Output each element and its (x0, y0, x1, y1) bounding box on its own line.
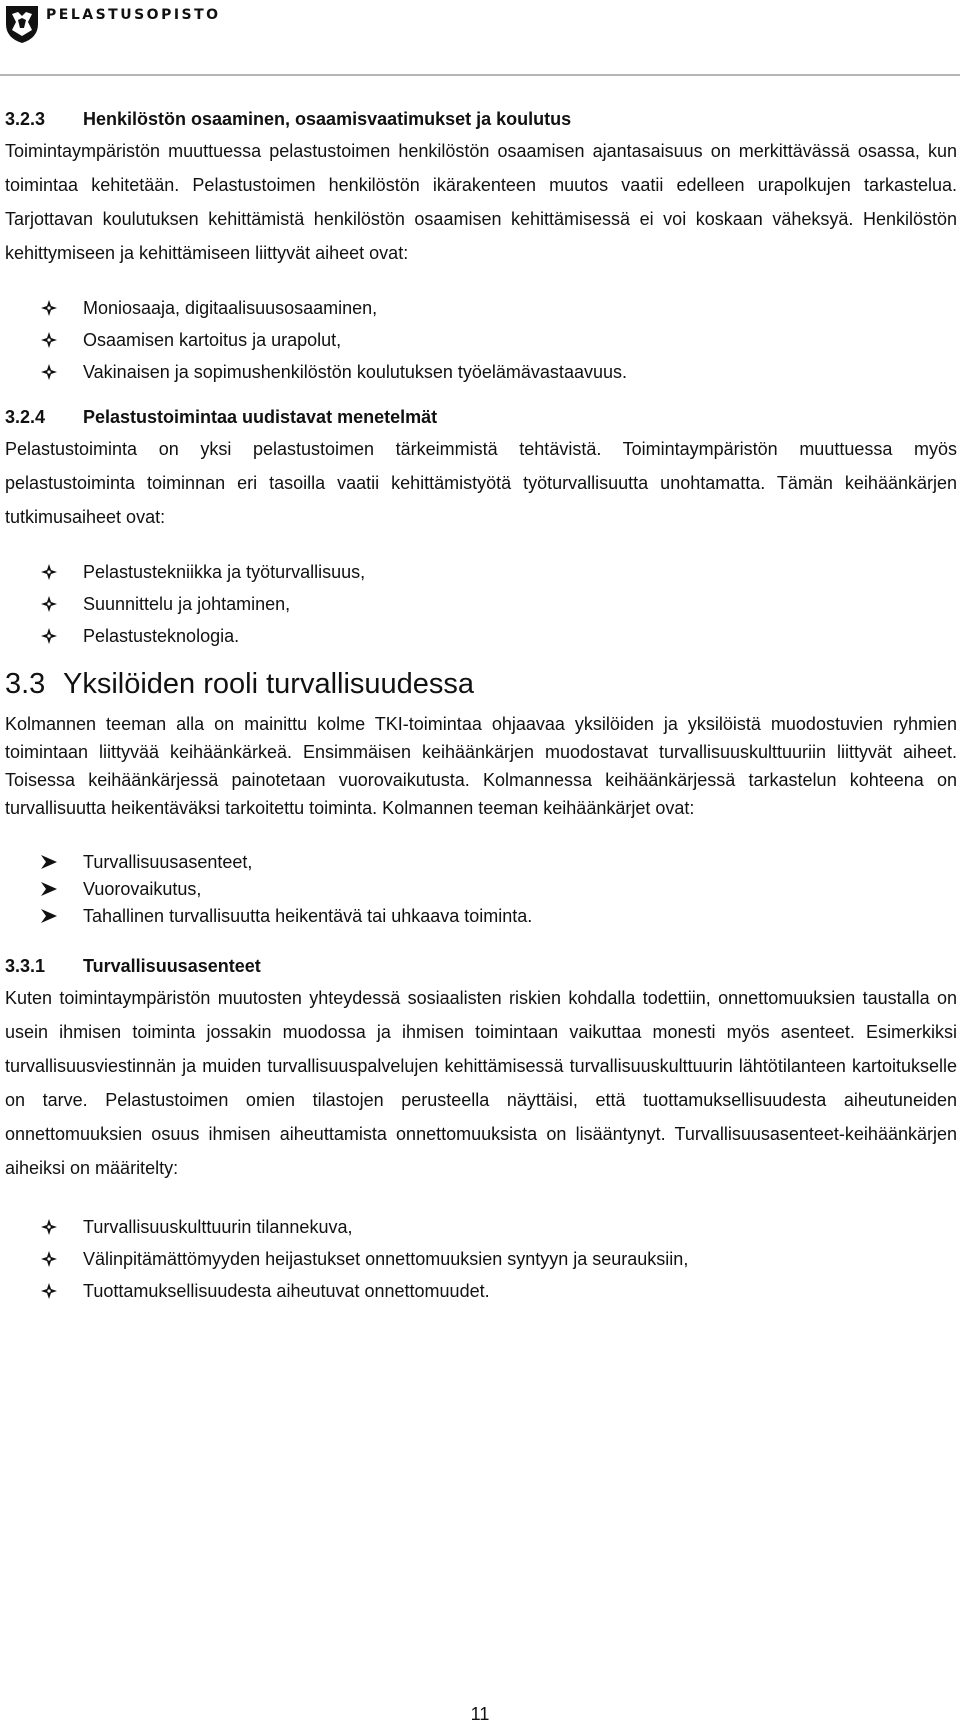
list-item-text: Tahallinen turvallisuutta heikentävä tai uhkaava toiminta. (83, 905, 533, 926)
chapter-number: 3.3 (5, 668, 46, 700)
list-item-text: Suunnittelu ja johtaminen, (83, 594, 291, 614)
page-header (0, 0, 960, 80)
list-item-text: Pelastusteknologia. (83, 626, 240, 646)
list-item-text: Välinpitämättömyyden heijastukset onnettomuuksien syntyyn ja seurauksiin, (83, 1249, 689, 1269)
list-item (5, 356, 957, 388)
bullet-list (5, 292, 957, 388)
section-heading (5, 104, 957, 134)
list-item-text: Turvallisuuskulttuurin tilannekuva, (83, 1217, 353, 1237)
diamond-bullet-icon (5, 1219, 83, 1235)
list-item (5, 1211, 957, 1243)
chapter-heading (5, 664, 957, 704)
section-number: 3.3.1 (5, 956, 46, 976)
diamond-bullet-icon (5, 1251, 83, 1267)
paragraph: Kuten toimintaympäristön muutosten yhteydessä sosiaalisten riskien kohdalla todettiin, onnettomuuksien taustalla on usein ihmisen toiminta jossakin muodossa ja ihmisen toimintaan vaikuttaa monesti myös asenteet. Esimerkiksi turvallisuusviestinnän ja muiden turvallisuuspalvelujen kehittämisessä turvallisuuskulttuurin lähtötilanteen kartoitukselle on tarve. Pelastustoimen omien tilastojen perusteella näyttäisi, että tuottamuksellisuudesta aiheutuneiden onnettomuuksien osuus ihmisen aiheuttamista onnettomuuksista on lisääntynyt. Turvallisuusasenteet-keihäänkärjen aiheiksi on määritelty: (5, 988, 957, 1178)
list-item (5, 556, 957, 588)
list-item (5, 292, 957, 324)
section-heading (5, 951, 957, 981)
arrow-bullet-icon (5, 855, 83, 869)
diamond-bullet-icon (5, 596, 83, 612)
section-title: Turvallisuusasenteet (83, 956, 261, 976)
list-item (5, 1243, 957, 1275)
list-item-text: Osaamisen kartoitus ja urapolut, (83, 330, 342, 350)
logo-wordmark: PELASTUSOPISTO (46, 7, 221, 23)
document-body (5, 104, 957, 1319)
section-heading (5, 402, 957, 432)
section-number: 3.2.4 (5, 407, 46, 427)
list-item-text: Tuottamuksellisuudesta aiheutuvat onnettomuudet. (83, 1281, 490, 1301)
list-item (5, 875, 957, 902)
section-title: Henkilöstön osaaminen, osaamisvaatimukset ja koulutus (83, 109, 572, 129)
arrow-list (5, 848, 957, 929)
diamond-bullet-icon (5, 364, 83, 380)
list-item (5, 1275, 957, 1307)
list-item (5, 848, 957, 875)
page-number: 11 (470, 1704, 490, 1724)
chapter-title: Yksilöiden rooli turvallisuudessa (63, 668, 475, 700)
diamond-bullet-icon (5, 1283, 83, 1299)
list-item-text: Pelastustekniikka ja työturvallisuus, (83, 562, 366, 582)
arrow-bullet-icon (5, 882, 83, 896)
section-title: Pelastustoimintaa uudistavat menetelmät (83, 407, 438, 427)
list-item-text: Moniosaaja, digitaalisuusosaaminen, (83, 298, 378, 318)
list-item-text: Turvallisuusasenteet, (83, 851, 253, 872)
list-item-text: Vakinaisen ja sopimushenkilöstön koulutuksen työelämävastaavuus. (83, 362, 627, 382)
bullet-list (5, 556, 957, 652)
list-item-text: Vuorovaikutus, (83, 878, 202, 899)
section-number: 3.2.3 (5, 109, 46, 129)
paragraph: Kolmannen teeman alla on mainittu kolme TKI-toimintaa ohjaavaa yksilöiden ja yksilöistä muodostuvien ryhmien toimintaan liittyvää keihäänkärkeä. Ensimmäisen keihäänkärjen muodostavat turvallisuuskulttuuriin liittyvät aiheet. Toisessa keihäänkärjessä painotetaan vuorovaikutusta. Kolmannessa keihäänkärjessä tarkastelun kohteena on turvallisuutta heikentäväksi tarkoitettu toiminta. Kolmannen teeman keihäänkärjet ovat: (5, 714, 957, 818)
list-item (5, 324, 957, 356)
bullet-list (5, 1211, 957, 1307)
diamond-bullet-icon (5, 332, 83, 348)
paragraph: Toimintaympäristön muuttuessa pelastustoimen henkilöstön osaamisen ajantasaisuus on merkittävässä osassa, kun toimintaa kehitetään. Pelastustoimen henkilöstön ikärakenteen muutos vaatii edelleen urapolkujen tarkastelua. Tarjottavan koulutuksen kehittämistä henkilöstön osaamisen kehittämisessä ei voi koskaan väheksyä. Henkilöstön kehittymiseen ja kehittämiseen liittyvät aiheet ovat: (5, 141, 957, 263)
list-item (5, 620, 957, 652)
header-divider (0, 74, 960, 76)
paragraph: Pelastustoiminta on yksi pelastustoimen tärkeimmistä tehtävistä. Toimintaympäristön muuttuessa myös pelastustoiminta toiminnan eri tasoilla vaatii kehittämistyötä työturvallisuutta unohtamatta. Tämän keihäänkärjen tutkimusaiheet ovat: (5, 439, 957, 527)
diamond-bullet-icon (5, 564, 83, 580)
list-item (5, 588, 957, 620)
diamond-bullet-icon (5, 300, 83, 316)
crest-logo-icon (4, 4, 40, 44)
arrow-bullet-icon (5, 909, 83, 923)
diamond-bullet-icon (5, 628, 83, 644)
list-item (5, 902, 957, 929)
